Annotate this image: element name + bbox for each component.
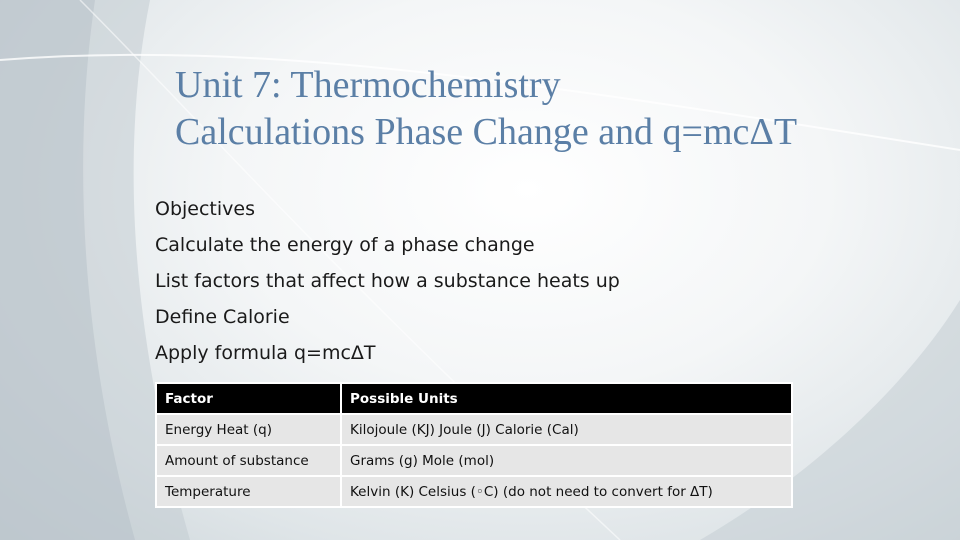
table-row [156, 414, 792, 445]
column-header-factor: Factor [156, 383, 341, 414]
column-header-possible-units: Possible Units [341, 383, 792, 414]
list-item: Apply formula q=mcΔT [155, 342, 376, 364]
table-header-row [156, 383, 792, 414]
table-cell-factor: Amount of substance [156, 445, 341, 476]
table-cell-units: Kelvin (K) Celsius (◦C) (do not need to convert for ΔT) [341, 476, 792, 507]
table-cell-units: Kilojoule (KJ) Joule (J) Calorie (Cal) [341, 414, 792, 445]
slide-title-line-2: Calculations Phase Change and q=mcΔT [175, 111, 798, 153]
table-row [156, 476, 792, 507]
table-cell-units: Grams (g) Mole (mol) [341, 445, 792, 476]
table-cell-factor: Energy Heat (q) [156, 414, 341, 445]
list-item: Calculate the energy of a phase change [155, 234, 535, 256]
table-row [156, 445, 792, 476]
slide-title-line-1: Unit 7: Thermochemistry [175, 64, 561, 106]
slide-title [175, 62, 935, 156]
objectives-list [155, 191, 855, 371]
factors-table [155, 382, 793, 508]
list-item: Objectives [155, 198, 255, 220]
list-item: List factors that affect how a substance heats up [155, 270, 620, 292]
list-item: Define Calorie [155, 306, 290, 328]
table-cell-factor: Temperature [156, 476, 341, 507]
